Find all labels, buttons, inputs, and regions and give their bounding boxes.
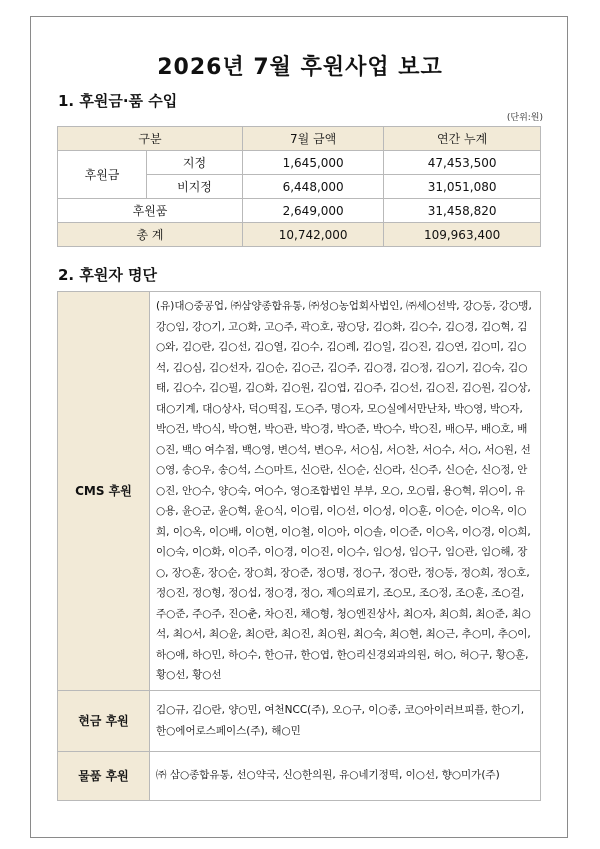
row-category: 후원금 — [58, 151, 147, 199]
unit-label: (단위:원) — [506, 113, 543, 123]
donor-group-label: CMS 후원 — [58, 292, 150, 691]
row-subcategory: 지정 — [147, 151, 243, 175]
row-category: 후원품 — [58, 199, 243, 223]
income-table — [57, 126, 541, 247]
donor-row-cash — [58, 690, 541, 751]
donor-group-label: 현금 후원 — [58, 690, 150, 751]
header-category: 구분 — [58, 127, 243, 151]
table-header-row — [58, 127, 541, 151]
header-annual: 연간 누계 — [384, 127, 541, 151]
donor-group-label: 물품 후원 — [58, 751, 150, 800]
donor-list: ㈜ 삼○종합유통, 선○약국, 신○한의원, 유○네기정떡, 이○선, 향○미가(주) — [150, 751, 541, 800]
total-label: 총 계 — [58, 223, 243, 247]
total-month-amount: 10,742,000 — [243, 223, 384, 247]
header-month: 7월 금액 — [243, 127, 384, 151]
row-month-amount: 2,649,000 — [243, 199, 384, 223]
donor-table — [57, 291, 541, 801]
section2-heading: 2. 후원자 명단 — [58, 266, 158, 284]
donor-list: 김○규, 김○란, 양○민, 여천NCC(주), 오○구, 이○종, 코○아이러브피플, 한○기, 한○에어로스페이스(주), 해○민 — [150, 690, 541, 751]
table-row — [58, 151, 541, 175]
row-month-amount: 6,448,000 — [243, 175, 384, 199]
page-title: 2026년 7월 후원사업 보고 — [157, 55, 443, 80]
donor-row-cms — [58, 292, 541, 691]
donor-list: (유)대○중공업, ㈜삼양종합유통, ㈜성○농업회사법인, ㈜세○선박, 강○동, 강○맹, 강○임, 강○기, 고○화, 고○주, 곽○호, 광○당, 김○화, 김○수, 김○경, 김○혁, 김○와, 김○란, 김○선, 김○열, 김○수, 김○례, 김○일, 김○진, 김○연, 김○미, 김○석, 김○심, 김○선자, 김○순, 김○근, 김○주, 김○경, 김○정, 김○기, 김○숙, 김○태, 김○수, 김○필, 김○화, 김○원, 김○엽, 김○주, 김○선, 김○진, 김○원, 김○상, 대○기계, 대○상사, 덕○떡집, 도○주, 명○자, 모○실에서만난차, 박○영, 박○자, 박○건, 박○식, 박○현, 박○관, 박○경, 박○준, 박○수, 박○진, 배○무, 배○호, 배○진, 백○ 여수점, 백○영, 변○석, 변○우, 서○심, 서○찬, 서○수, 서○, 서○원, 선○영, 송○우, 송○석, 스○마트, 신○란, 신○순, 신○라, 신○주, 신○순, 신○정, 안○진, 안○수, 양○숙, 여○수, 영○조합법인 부부, 오○, 오○림, 용○혁, 위○이, 유○용, 윤○군, 윤○혁, 윤○식, 이○림, 이○선, 이○성, 이○훈, 이○순, 이○옥, 이○희, 이○옥, 이○배, 이○현, 이○철, 이○아, 이○솔, 이○준, 이○옥, 이○경, 이○희, 이○숙, 이○화, 이○주, 이○경, 이○진, 이○수, 임○성, 임○구, 임○관, 임○해, 장○, 장○훈, 장○순, 장○희, 장○준, 정○명, 정○구, 정○란, 정○동, 정○희, 정○호, 정○진, 정○형, 정○섭, 정○경, 정○, 제○의료기, 조○모, 조○정, 조○훈, 조○걸, 주○준, 주○주, 진○춘, 차○진, 채○형, 청○엔진상사, 최○자, 최○희, 최○준, 최○석, 최○서, 최○윤, 최○란, 최○진, 최○원, 최○숙, 최○현, 최○근, 추○미, 추○이, 하○애, 하○민, 하○수, 한○규, 한○엽, 한○리신경외과의원, 허○, 허○구, 황○훈, 황○선, 황○선 — [150, 292, 541, 691]
row-annual-amount: 31,051,080 — [384, 175, 541, 199]
total-row — [58, 223, 541, 247]
donor-row-goods — [58, 751, 541, 800]
total-annual-amount: 109,963,400 — [384, 223, 541, 247]
table-row — [58, 199, 541, 223]
row-annual-amount: 31,458,820 — [384, 199, 541, 223]
section1-heading: 1. 후원금·품 수입 — [58, 92, 178, 110]
row-subcategory: 비지정 — [147, 175, 243, 199]
row-month-amount: 1,645,000 — [243, 151, 384, 175]
row-annual-amount: 47,453,500 — [384, 151, 541, 175]
